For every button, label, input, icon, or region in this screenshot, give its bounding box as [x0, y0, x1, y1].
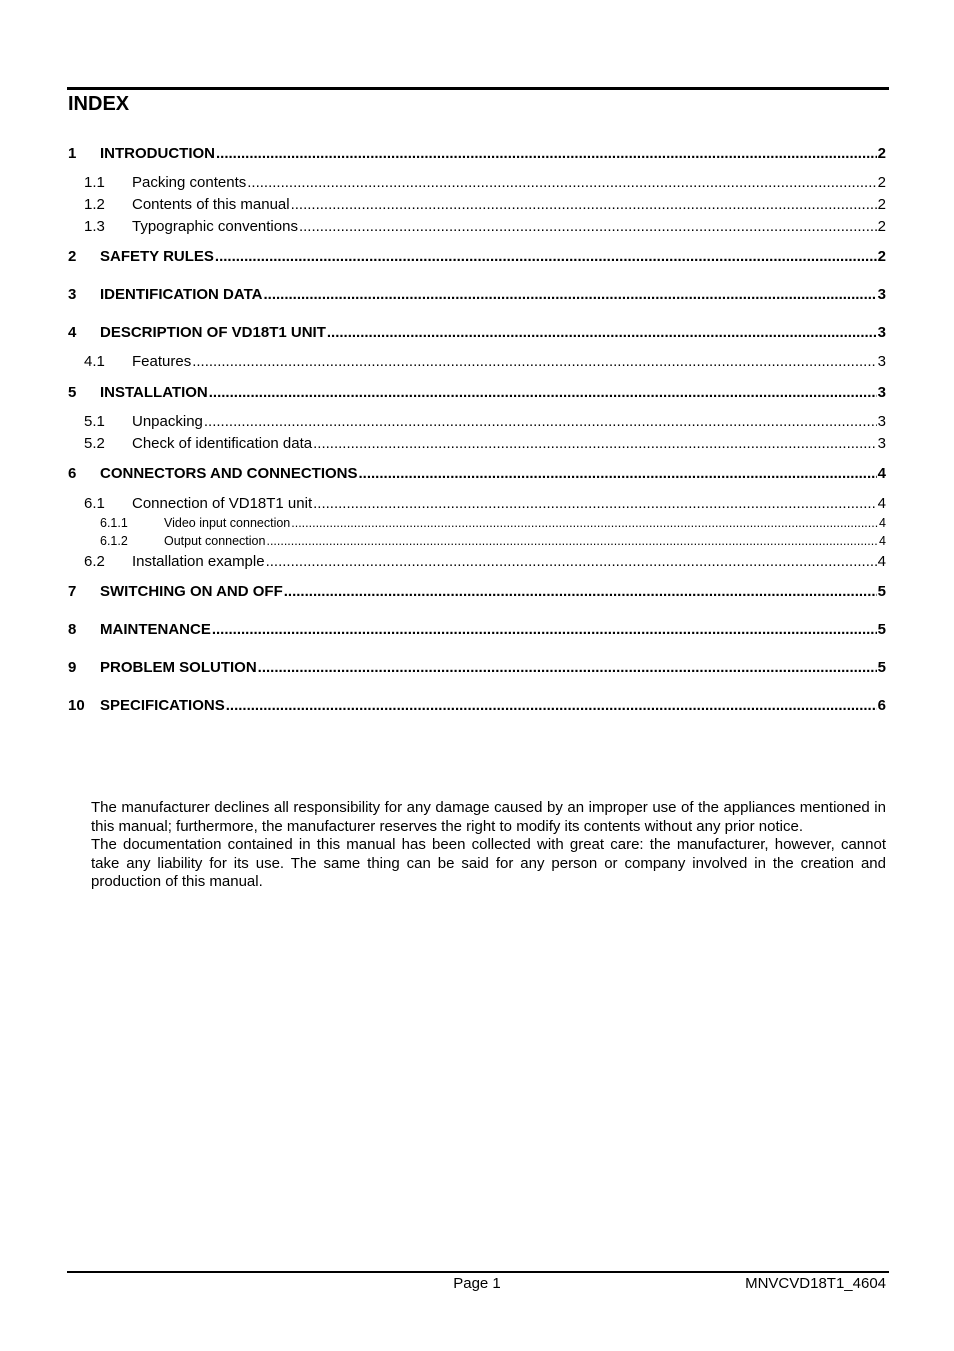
- toc-dot-leader: [291, 196, 877, 213]
- toc-entry-number: 1.3: [84, 218, 105, 235]
- toc-entry-page: 4: [879, 534, 886, 548]
- toc-entry-number: 5: [68, 384, 77, 401]
- toc-dot-leader: [284, 583, 877, 600]
- toc-dot-leader: [216, 145, 877, 162]
- toc-entry-title: Installation example: [132, 553, 265, 570]
- toc-entry-title: SPECIFICATIONS: [100, 697, 225, 714]
- footer-rule: [67, 1271, 889, 1273]
- toc-entry[interactable]: [68, 465, 886, 485]
- toc-entry-number: 10: [68, 697, 85, 714]
- toc-dot-leader: [209, 384, 877, 401]
- toc-dot-leader: [291, 516, 878, 530]
- toc-entry-title: INSTALLATION: [100, 384, 208, 401]
- toc-entry-number: 5.2: [84, 435, 105, 452]
- toc-entry-page: 3: [877, 384, 886, 401]
- toc-entry-page: 2: [877, 196, 886, 213]
- toc-entry[interactable]: [68, 384, 886, 404]
- toc-entry[interactable]: [68, 583, 886, 603]
- footer-page-number: Page 1: [453, 1275, 501, 1292]
- toc-entry-page: 3: [877, 286, 886, 303]
- toc-entry[interactable]: [68, 516, 886, 532]
- toc-dot-leader: [204, 413, 877, 430]
- toc-entry[interactable]: [68, 495, 886, 515]
- toc-entry-number: 6.1.1: [100, 516, 128, 530]
- toc-entry-title: Contents of this manual: [132, 196, 290, 213]
- toc-entry-number: 6: [68, 465, 77, 482]
- toc-entry-page: 4: [877, 553, 886, 570]
- toc-entry-title: DESCRIPTION OF VD18T1 UNIT: [100, 324, 326, 341]
- toc-entry-title: Check of identification data: [132, 435, 313, 452]
- toc-entry[interactable]: [68, 697, 886, 717]
- toc-entry-number: 6.1.2: [100, 534, 128, 548]
- toc-entry-number: 8: [68, 621, 77, 638]
- footer-document-code: MNVCVD18T1_4604: [745, 1275, 886, 1292]
- page-title: INDEX: [68, 93, 130, 115]
- toc-dot-leader: [215, 248, 877, 265]
- toc-entry-title: Typographic conventions: [132, 218, 298, 235]
- toc-entry-title: Features: [132, 353, 192, 370]
- toc-entry-title: Packing contents: [132, 174, 247, 191]
- toc-dot-leader: [226, 697, 877, 714]
- toc-entry-number: 4: [68, 324, 77, 341]
- toc-dot-leader: [266, 553, 877, 570]
- toc-entry-page: 3: [877, 435, 886, 452]
- toc-entry-title: IDENTIFICATION DATA: [100, 286, 263, 303]
- toc-entry-page: 2: [877, 145, 886, 162]
- toc-entry[interactable]: [68, 286, 886, 306]
- toc-entry[interactable]: [68, 534, 886, 550]
- toc-entry-number: 1.2: [84, 196, 105, 213]
- toc-entry-page: 4: [877, 495, 886, 512]
- toc-entry-page: 5: [877, 659, 886, 676]
- toc-entry[interactable]: [68, 196, 886, 216]
- top-rule: [67, 87, 889, 90]
- toc-entry-number: 7: [68, 583, 77, 600]
- toc-entry-title: INTRODUCTION: [100, 145, 215, 162]
- toc-entry-number: 5.1: [84, 413, 105, 430]
- toc-entry-number: 9: [68, 659, 77, 676]
- toc-entry[interactable]: [68, 413, 886, 433]
- toc-entry-title: Video input connection: [164, 516, 291, 530]
- toc-dot-leader: [313, 435, 877, 452]
- toc-entry-title: Unpacking: [132, 413, 203, 430]
- toc-entry-title: Output connection: [164, 534, 266, 548]
- toc-entry-number: 1.1: [84, 174, 105, 191]
- toc-dot-leader: [258, 659, 877, 676]
- toc-entry-number: 6.1: [84, 495, 105, 512]
- toc-entry[interactable]: [68, 553, 886, 573]
- toc-dot-leader: [359, 465, 877, 482]
- toc-entry-number: 2: [68, 248, 77, 265]
- toc-entry-page: 3: [877, 353, 886, 370]
- disclaimer: [91, 799, 886, 892]
- toc-entry-page: 2: [877, 248, 886, 265]
- toc-entry-title: MAINTENANCE: [100, 621, 211, 638]
- toc-dot-leader: [266, 534, 878, 548]
- disclaimer-paragraph-1: The manufacturer declines all responsibility for any damage caused by an improper use of the appliances mentioned in this manual; furthermore, the manufacturer reserves the right to modify its contents without any prior notice.: [91, 799, 886, 835]
- toc-entry[interactable]: [68, 435, 886, 455]
- toc-entry-number: 6.2: [84, 553, 105, 570]
- toc-entry-title: CONNECTORS AND CONNECTIONS: [100, 465, 358, 482]
- toc-entry[interactable]: [68, 324, 886, 344]
- toc-entry-page: 6: [877, 697, 886, 714]
- toc-entry[interactable]: [68, 353, 886, 373]
- toc-entry[interactable]: [68, 248, 886, 268]
- toc-entry[interactable]: [68, 174, 886, 194]
- toc-dot-leader: [212, 621, 877, 638]
- toc-entry[interactable]: [68, 659, 886, 679]
- toc-entry-number: 4.1: [84, 353, 105, 370]
- toc-entry-title: SAFETY RULES: [100, 248, 214, 265]
- toc-entry-title: PROBLEM SOLUTION: [100, 659, 257, 676]
- toc-entry-page: 5: [877, 583, 886, 600]
- toc-entry[interactable]: [68, 621, 886, 641]
- toc-dot-leader: [192, 353, 876, 370]
- toc-entry-number: 1: [68, 145, 77, 162]
- toc-entry-title: Connection of VD18T1 unit: [132, 495, 313, 512]
- toc-dot-leader: [313, 495, 877, 512]
- toc-dot-leader: [263, 286, 876, 303]
- toc-entry-page: 3: [877, 413, 886, 430]
- toc-entry-page: 4: [879, 516, 886, 530]
- toc-entry-page: 2: [877, 218, 886, 235]
- disclaimer-paragraph-2: The documentation contained in this manual has been collected with great care: the manufacturer, however, cannot take any liability for its use. The same thing can be said for any person or company involved in the creation and production of this manual.: [91, 836, 886, 890]
- toc-entry[interactable]: [68, 145, 886, 165]
- toc-dot-leader: [247, 174, 876, 191]
- toc-entry-page: 2: [877, 174, 886, 191]
- toc-dot-leader: [299, 218, 877, 235]
- toc-entry-page: 3: [877, 324, 886, 341]
- toc-entry-page: 5: [877, 621, 886, 638]
- toc-dot-leader: [327, 324, 877, 341]
- toc-entry-page: 4: [877, 465, 886, 482]
- toc-entry[interactable]: [68, 218, 886, 238]
- toc-entry-title: SWITCHING ON AND OFF: [100, 583, 283, 600]
- toc-entry-number: 3: [68, 286, 77, 303]
